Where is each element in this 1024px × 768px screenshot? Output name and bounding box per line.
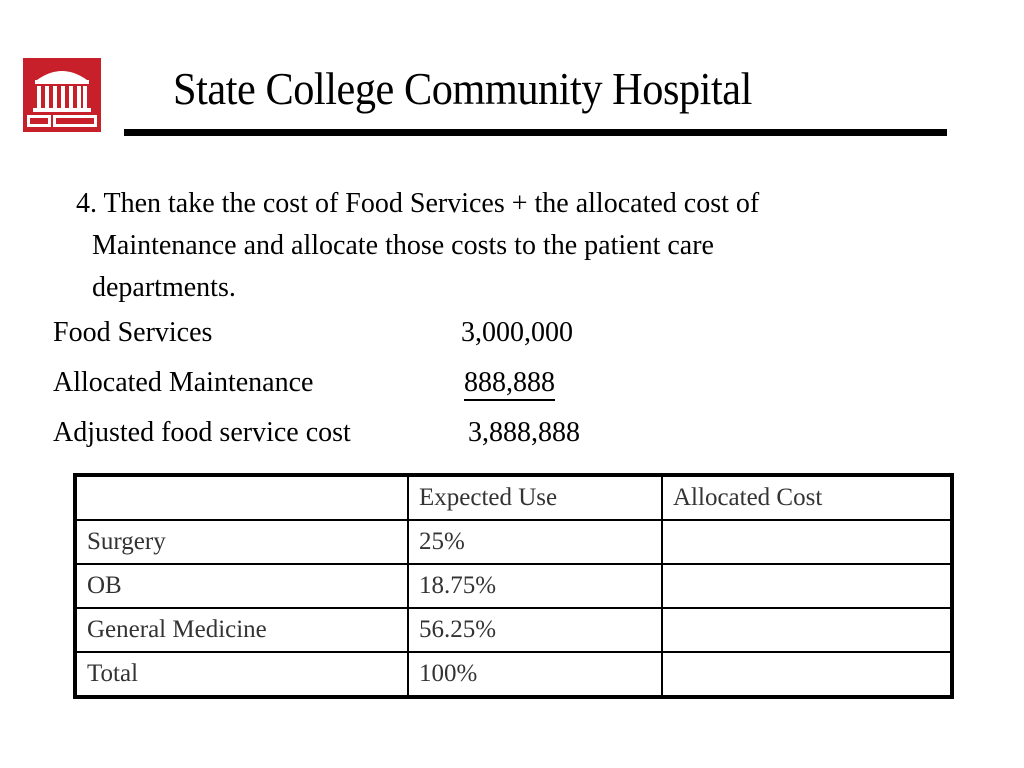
cell-department: Total — [75, 652, 408, 697]
page-title: State College Community Hospital — [173, 63, 752, 114]
cell-allocated-cost — [662, 564, 952, 608]
cell-allocated-cost — [662, 520, 952, 564]
header-cell-expected-use: Expected Use — [408, 475, 662, 520]
step-text — [76, 183, 926, 309]
table-row — [75, 564, 952, 608]
table-header-row — [75, 475, 952, 520]
mit-sloan-logo — [23, 58, 101, 132]
allocated-maintenance-label: Allocated Maintenance — [53, 367, 314, 398]
cell-department: Surgery — [75, 520, 408, 564]
step-line-2: Maintenance and allocate those costs to the patient care — [92, 230, 714, 261]
cell-expected-use: 100% — [408, 652, 662, 697]
allocated-maintenance-value: 888,888 — [464, 367, 555, 401]
header-cell-blank — [75, 475, 408, 520]
step-line-1: 4. Then take the cost of Food Services + the allocated cost of — [76, 188, 760, 219]
cell-expected-use: 56.25% — [408, 608, 662, 652]
cell-allocated-cost — [662, 652, 952, 697]
title-divider — [124, 129, 947, 136]
cell-allocated-cost — [662, 608, 952, 652]
cell-expected-use: 18.75% — [408, 564, 662, 608]
table-row — [75, 652, 952, 697]
header-cell-allocated-cost: Allocated Cost — [662, 475, 952, 520]
food-services-label: Food Services — [53, 317, 213, 348]
cell-expected-use: 25% — [408, 520, 662, 564]
step-line-3: departments. — [92, 272, 236, 303]
adjusted-cost-label: Adjusted food service cost — [53, 417, 351, 448]
adjusted-cost-value: 3,888,888 — [468, 417, 580, 448]
food-services-value: 3,000,000 — [461, 317, 573, 348]
table-row — [75, 520, 952, 564]
cell-department: OB — [75, 564, 408, 608]
table-row — [75, 608, 952, 652]
cell-department: General Medicine — [75, 608, 408, 652]
allocation-table — [73, 473, 954, 699]
